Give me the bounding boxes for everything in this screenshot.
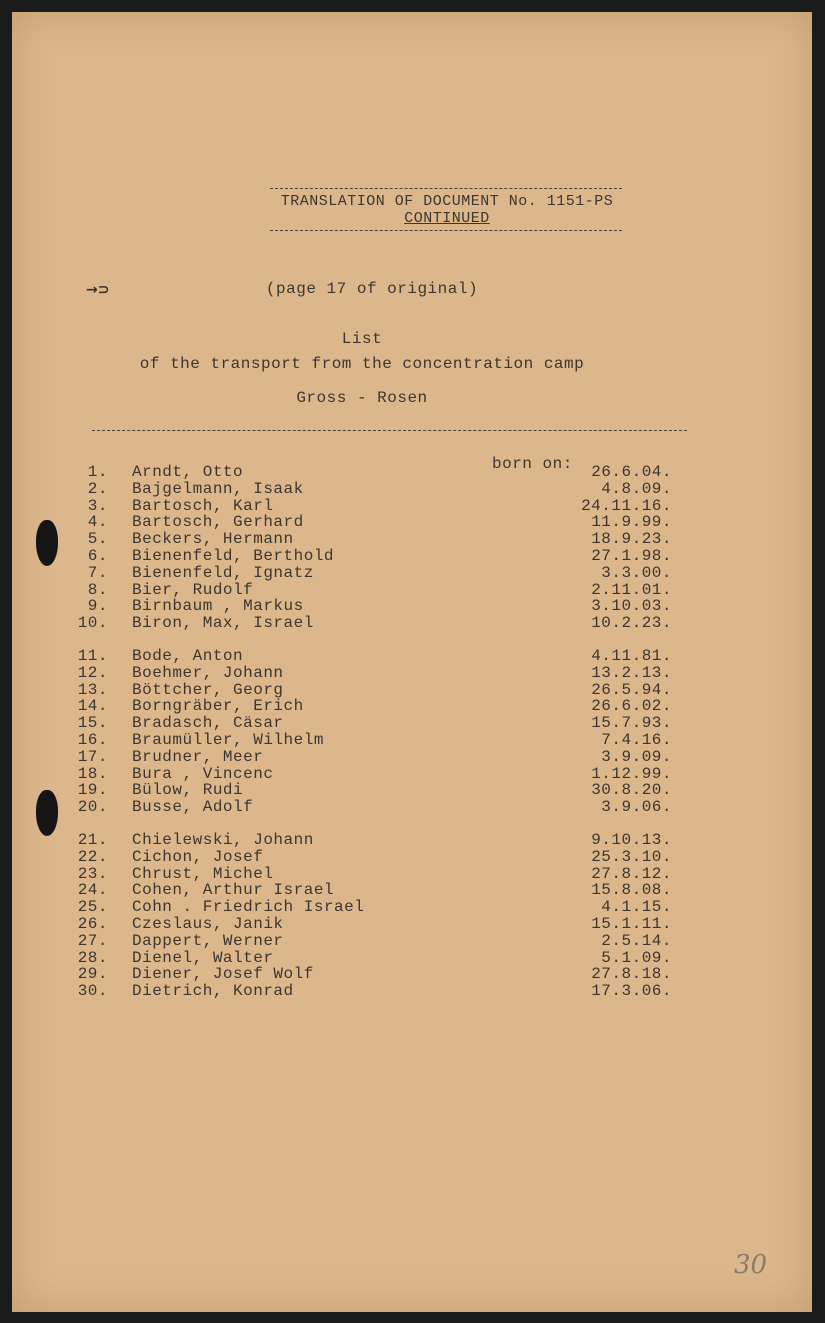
list-item-name: Birnbaum , Markus <box>132 597 304 616</box>
document-page <box>12 12 812 1312</box>
list-item-birth-date: 30.8.20. <box>591 781 672 800</box>
list-item-name: Bura , Vincenc <box>132 764 274 783</box>
list-item-birth-date: 26.6.02. <box>591 697 672 716</box>
list-item-number: 19. <box>77 781 108 800</box>
list-item-birth-date: 4.8.09. <box>601 479 672 498</box>
list-item-name: Bier, Rudolf <box>132 580 254 599</box>
header-rule-bottom <box>270 230 622 231</box>
list-item-number: 18. <box>77 764 108 783</box>
list-item-birth-date: 1.12.99. <box>591 764 672 783</box>
list-item-name: Bode, Anton <box>132 647 244 665</box>
list-item-number: 8. <box>87 580 108 599</box>
list-item-birth-date: 24.11.16. <box>581 496 672 515</box>
binding-hole <box>36 520 58 566</box>
list-item-name: Cichon, Josef <box>132 847 264 866</box>
list-item-birth-date: 18.9.23. <box>591 530 672 549</box>
list-item-birth-date: 17.3.06. <box>591 982 672 1001</box>
list-item-number: 10. <box>77 614 108 633</box>
list-item-number: 3. <box>87 496 108 515</box>
list-item-birth-date: 27.1.98. <box>591 547 672 565</box>
list-item-name: Cohn . Friedrich Israel <box>132 898 365 917</box>
list-item-birth-date: 27.8.18. <box>591 965 672 984</box>
list-item-name: Diener, Josef Wolf <box>132 965 314 984</box>
list-item-number: 14. <box>77 697 108 716</box>
list-item-number: 13. <box>77 680 108 699</box>
list-rule <box>92 430 687 431</box>
list-item-number: 9. <box>87 597 108 616</box>
list-item-name: Busse, Adolf <box>132 798 254 817</box>
list-item-birth-date: 2.11.01. <box>591 580 672 599</box>
list-item-birth-date: 3.3.00. <box>601 563 672 582</box>
list-item-birth-date: 5.1.09. <box>601 948 672 967</box>
list-item-name: Czeslaus, Janik <box>132 915 284 933</box>
list-item-name: Dietrich, Konrad <box>132 982 294 1001</box>
list-item-birth-date: 3.9.09. <box>601 747 672 766</box>
list-item-number: 28. <box>77 948 108 967</box>
list-item-number: 11. <box>77 647 108 665</box>
list-item-birth-date: 7.4.16. <box>601 731 672 749</box>
list-item-name: Dappert, Werner <box>132 931 284 950</box>
list-item-number: 17. <box>77 747 108 766</box>
list-item-number: 7. <box>87 563 108 582</box>
list-heading: List <box>341 330 383 348</box>
list-item-name: Bienenfeld, Ignatz <box>132 563 314 582</box>
list-item-name: Boehmer, Johann <box>132 663 284 682</box>
list-item-name: Beckers, Hermann <box>132 530 294 549</box>
list-item-name: Bajgelmann, Isaak <box>132 479 304 498</box>
list-item-number: 29. <box>77 965 108 984</box>
list-item-birth-date: 4.11.81. <box>591 647 672 665</box>
born-on-label: born on: <box>492 455 573 473</box>
list-item-number: 30. <box>77 982 108 1001</box>
list-item-birth-date: 26.5.94. <box>591 680 672 699</box>
list-item-name: Bülow, Rudi <box>132 781 244 800</box>
list-item-birth-date: 26.6.04. <box>591 463 672 481</box>
list-item-number: 21. <box>77 831 108 849</box>
list-item-number: 25. <box>77 898 108 917</box>
list-item-birth-date: 10.2.23. <box>591 614 672 633</box>
list-item-name: Bartosch, Gerhard <box>132 513 304 532</box>
document-title: TRANSLATION OF DOCUMENT No. 1151-PS <box>280 193 614 210</box>
list-item-birth-date: 15.7.93. <box>591 714 672 733</box>
list-item-number: 12. <box>77 663 108 682</box>
list-item-number: 26. <box>77 915 108 933</box>
list-item-number: 4. <box>87 513 108 532</box>
camp-name: Gross - Rosen <box>296 389 428 407</box>
list-item-number: 1. <box>87 463 108 481</box>
handwritten-page-number: 30 <box>734 1250 768 1280</box>
list-item-birth-date: 27.8.12. <box>591 864 672 883</box>
list-item-name: Biron, Max, Israel <box>132 614 314 633</box>
header-rule-top <box>270 188 622 189</box>
document-subtitle: CONTINUED <box>404 210 490 227</box>
list-item-name: Braumüller, Wilhelm <box>132 731 324 749</box>
list-item-number: 24. <box>77 881 108 900</box>
list-item-name: Böttcher, Georg <box>132 680 284 699</box>
list-item-birth-date: 9.10.13. <box>591 831 672 849</box>
list-item-name: Bartosch, Karl <box>132 496 274 515</box>
list-item-name: Borngräber, Erich <box>132 697 304 716</box>
list-item-birth-date: 25.3.10. <box>591 847 672 866</box>
list-item-number: 15. <box>77 714 108 733</box>
page-note: (page 17 of original) <box>265 280 479 298</box>
list-item-name: Bradasch, Cäsar <box>132 714 284 733</box>
list-item-birth-date: 2.5.14. <box>601 931 672 950</box>
margin-mark-icon: →⊃ <box>86 282 110 298</box>
binding-hole <box>36 790 58 836</box>
list-item-number: 2. <box>87 479 108 498</box>
list-heading-subtitle: of the transport from the concentration camp <box>139 355 585 373</box>
list-item-name: Arndt, Otto <box>132 463 244 481</box>
list-item-number: 23. <box>77 864 108 883</box>
list-item-number: 27. <box>77 931 108 950</box>
list-item-number: 22. <box>77 847 108 866</box>
list-item-birth-date: 15.8.08. <box>591 881 672 900</box>
list-item-name: Chrust, Michel <box>132 864 274 883</box>
list-item-birth-date: 13.2.13. <box>591 663 672 682</box>
list-item-number: 20. <box>77 798 108 817</box>
list-item-birth-date: 4.1.15. <box>601 898 672 917</box>
list-item-name: Brudner, Meer <box>132 747 264 766</box>
list-item-birth-date: 3.10.03. <box>591 597 672 616</box>
list-item-birth-date: 15.1.11. <box>591 915 672 933</box>
list-item-name: Bienenfeld, Berthold <box>132 547 335 565</box>
list-item-name: Chielewski, Johann <box>132 831 314 849</box>
list-item-birth-date: 11.9.99. <box>591 513 672 532</box>
list-item-name: Dienel, Walter <box>132 948 274 967</box>
list-item-birth-date: 3.9.06. <box>601 798 672 817</box>
list-item-number: 6. <box>87 547 108 565</box>
list-item-number: 16. <box>77 731 108 749</box>
list-item-name: Cohen, Arthur Israel <box>132 881 335 900</box>
list-item-number: 5. <box>87 530 108 549</box>
